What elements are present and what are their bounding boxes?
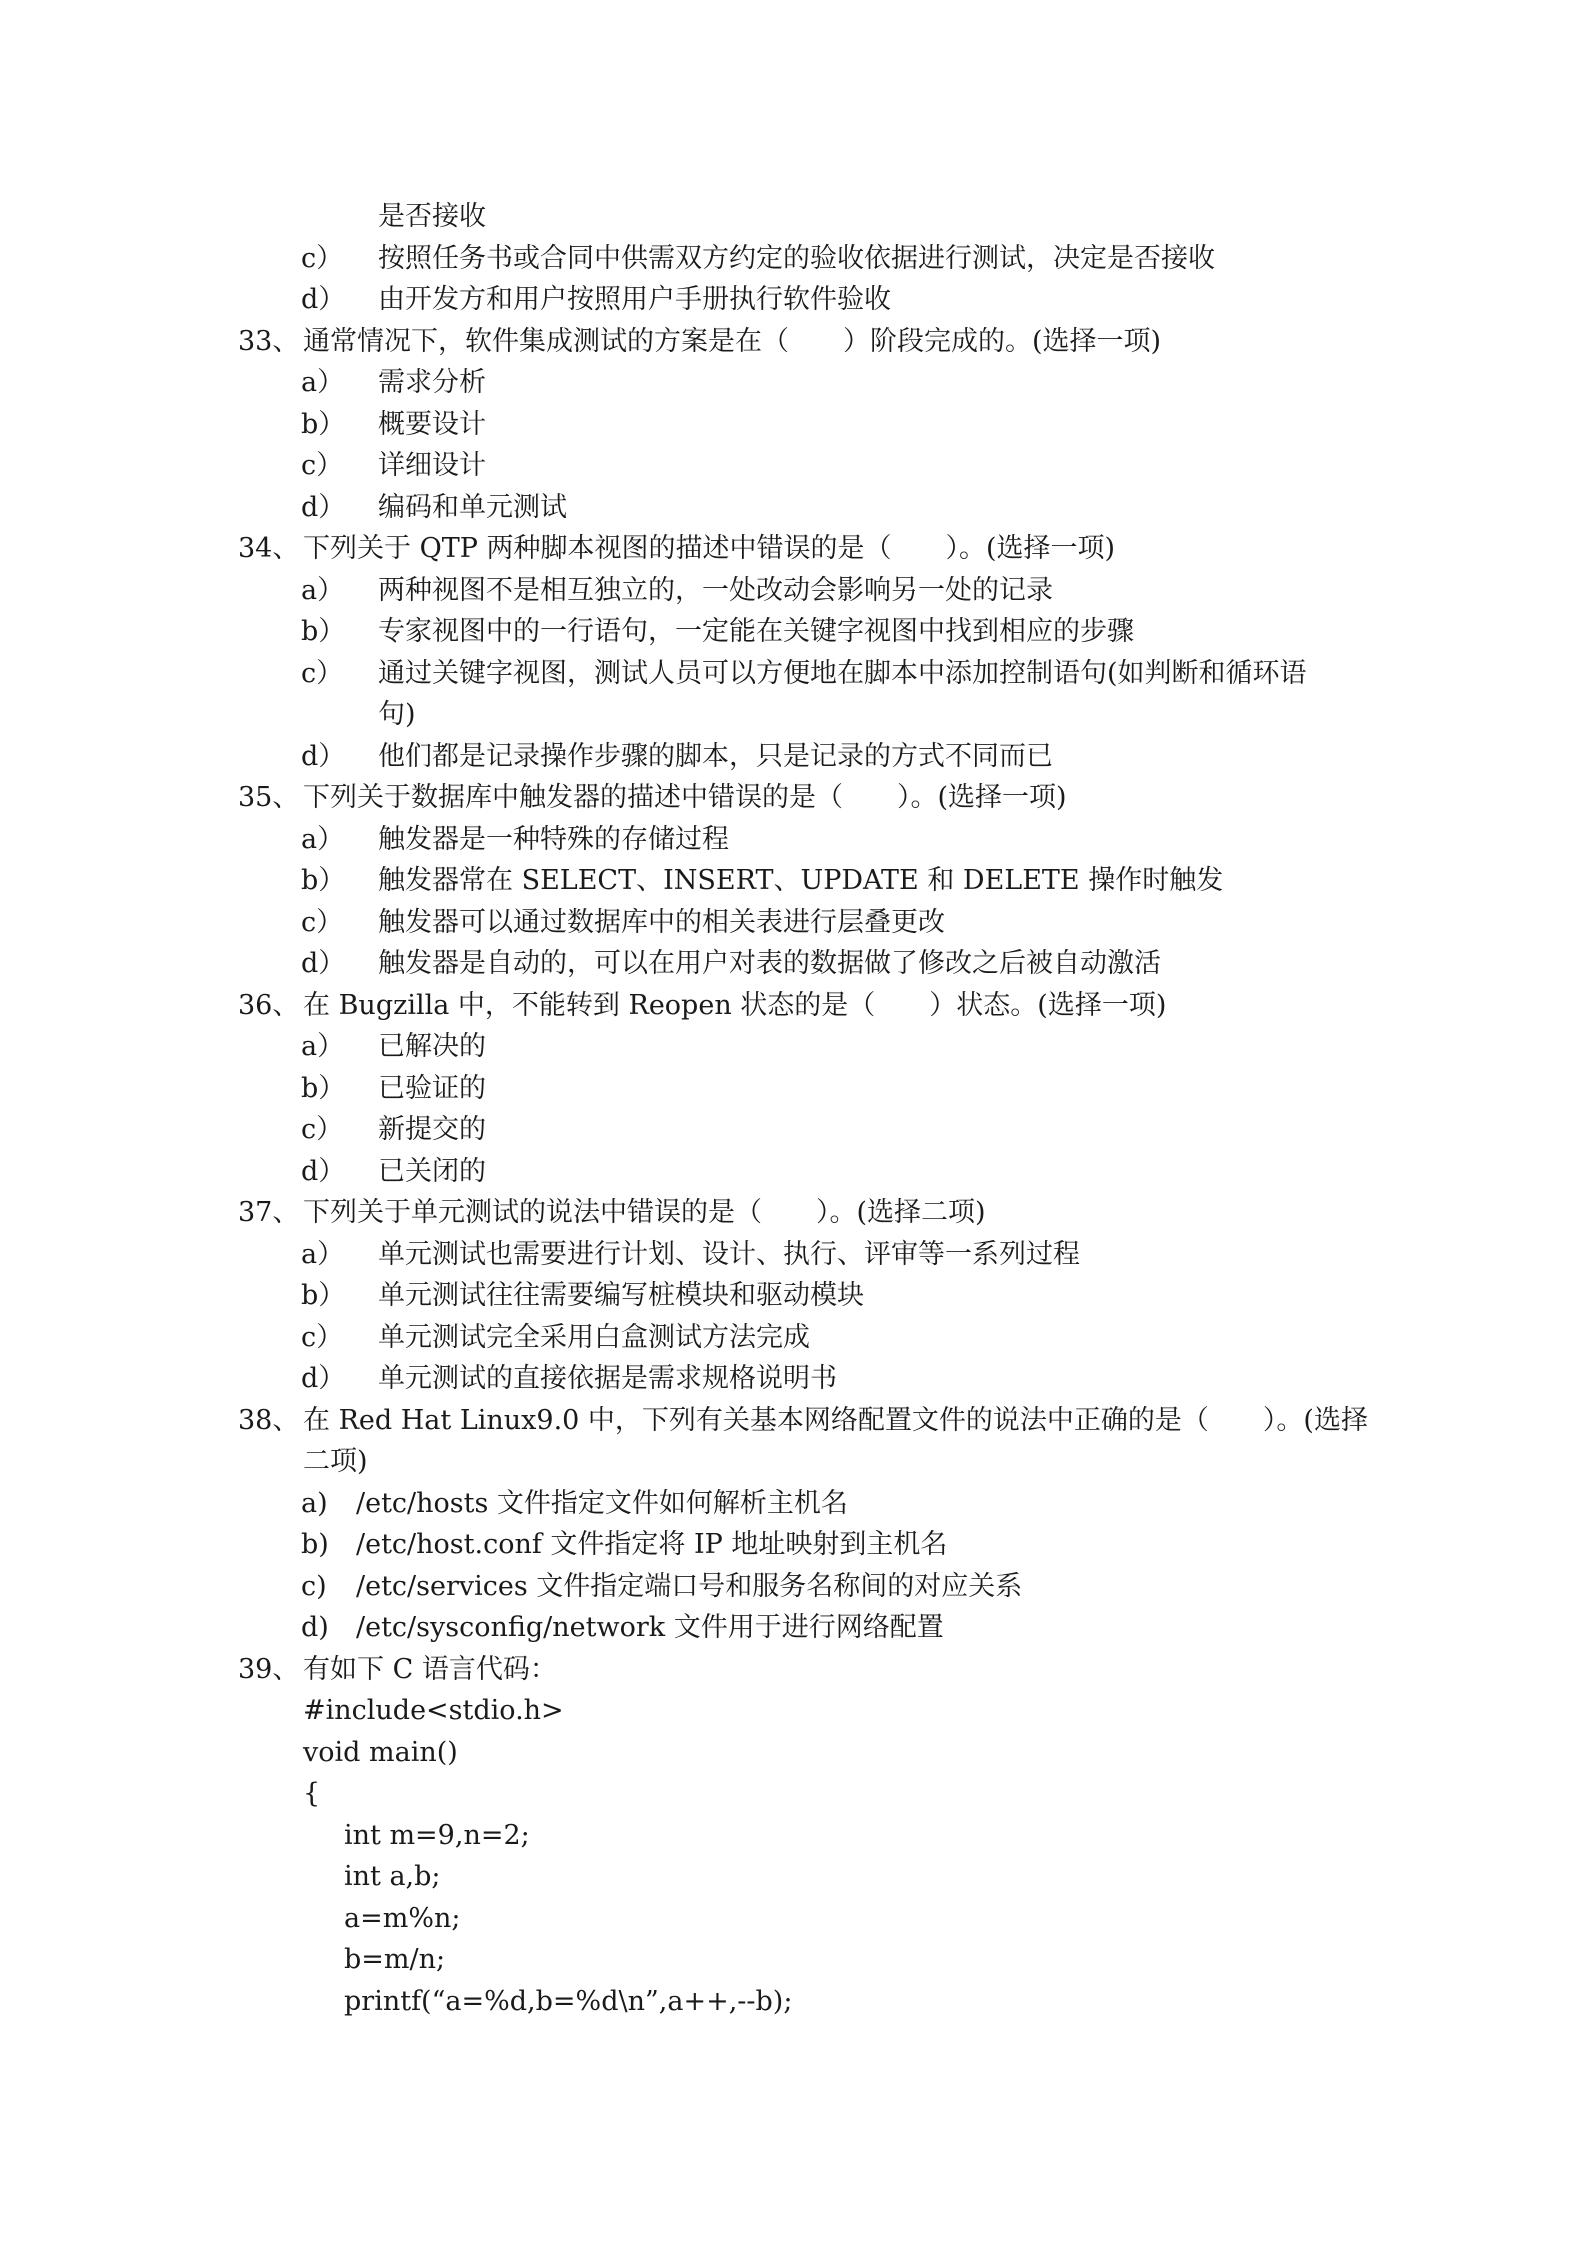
option-line [238, 1151, 1358, 1193]
option-letter: d） [301, 491, 346, 523]
question-number: 38、 [238, 1404, 300, 1436]
option-line [238, 445, 1358, 487]
option-text: 专家视图中的一行语句，一定能在关键字视图中找到相应的步骤 [378, 616, 1134, 647]
option-line [238, 404, 1358, 446]
code-line-indented: int m=9,n=2; [344, 1819, 530, 1851]
question-line [238, 985, 1358, 1027]
question-line [238, 1649, 1358, 1691]
option-continuation: 是否接收 [378, 201, 486, 232]
question-text: 在 Bugzilla 中，不能转到 Reopen 状态的是（ ）状态。(选择一项) [303, 989, 1167, 1021]
option-letter: a) [301, 1487, 328, 1519]
option-line [238, 238, 1358, 280]
option-text: /etc/sysconfig/network 文件用于进行网络配置 [356, 1612, 944, 1643]
option-letter: b） [301, 1072, 346, 1104]
option-letter: a） [301, 823, 345, 855]
option-text: 已解决的 [378, 1031, 486, 1062]
option-letter: b) [301, 1529, 329, 1560]
option-line [238, 1026, 1358, 1068]
question-text: 通常情况下，软件集成测试的方案是在（ ）阶段完成的。(选择一项) [303, 325, 1162, 357]
option-line [238, 860, 1358, 902]
question-text: 下列关于数据库中触发器的描述中错误的是（ ）。(选择一项) [303, 782, 1067, 813]
option-letter: a） [301, 574, 345, 606]
option-text: 已关闭的 [378, 1155, 486, 1187]
option-letter: c） [301, 242, 344, 274]
question-text: 下列关于 QTP 两种脚本视图的描述中错误的是（ ）。(选择一项) [303, 533, 1116, 564]
question-text: 下列关于单元测试的说法中错误的是（ ）。(选择二项) [303, 1197, 986, 1228]
option-letter: d） [301, 740, 346, 772]
option-letter: d） [301, 1155, 346, 1187]
option-line [238, 1483, 1358, 1525]
option-letter: c） [301, 657, 344, 689]
option-text: 概要设计 [378, 408, 486, 440]
option-letter: b） [301, 408, 346, 440]
code-line-indented: b=m/n; [344, 1944, 446, 1975]
option-line [238, 1275, 1358, 1317]
question-number: 34、 [238, 533, 300, 564]
document-body [238, 196, 1368, 2022]
option-line [238, 279, 1358, 321]
option-text: /etc/hosts 文件指定文件如何解析主机名 [356, 1487, 848, 1519]
option-text: 由开发方和用户按照用户手册执行软件验收 [378, 284, 891, 315]
option-line [238, 1566, 1358, 1608]
question-line [238, 777, 1358, 819]
question-text: 有如下 C 语言代码： [303, 1653, 557, 1685]
option-line [238, 1068, 1358, 1110]
option-letter: b） [301, 616, 346, 647]
question-line [238, 528, 1358, 570]
option-letter: c） [301, 906, 344, 938]
question-line [238, 321, 1358, 363]
option-text: 触发器可以通过数据库中的相关表进行层叠更改 [378, 906, 945, 938]
code-line-indented: printf(“a=%d,b=%d\n”,a++,--b); [344, 1985, 793, 2017]
option-letter: b） [301, 1280, 346, 1311]
option-letter: a） [301, 1238, 345, 1270]
code-line-indented: int a,b; [344, 1861, 441, 1892]
option-line [238, 1524, 1358, 1566]
option-line [238, 819, 1358, 861]
option-line [238, 1358, 1358, 1400]
option-line [238, 362, 1358, 404]
option-text: 已验证的 [378, 1072, 486, 1104]
option-text: 按照任务书或合同中供需双方约定的验收依据进行测试，决定是否接收 [378, 242, 1215, 274]
option-letter: c） [301, 1321, 344, 1353]
option-line [238, 902, 1358, 944]
question-line [238, 1192, 1358, 1234]
option-letter: d） [301, 948, 346, 979]
option-letter: c) [301, 1570, 327, 1602]
option-line [238, 1317, 1358, 1359]
option-line [238, 943, 1358, 985]
option-text: 单元测试往往需要编写桩模块和驱动模块 [378, 1280, 864, 1311]
code-line: { [303, 1778, 321, 1809]
option-text: 单元测试的直接依据是需求规格说明书 [378, 1363, 837, 1394]
option-letter: d) [301, 1612, 329, 1643]
option-text: 触发器是自动的，可以在用户对表的数据做了修改之后被自动激活 [378, 948, 1161, 979]
code-line: #include<stdio.h> [303, 1695, 564, 1726]
option-text: /etc/host.conf 文件指定将 IP 地址映射到主机名 [356, 1529, 948, 1560]
option-line [238, 611, 1358, 653]
question-text: 在 Red Hat Linux9.0 中，下列有关基本网络配置文件的说法中正确的是（ ）。(选择 [303, 1404, 1368, 1436]
option-text: 单元测试也需要进行计划、设计、执行、评审等一系列过程 [378, 1238, 1080, 1270]
question-number: 35、 [238, 782, 300, 813]
option-line [238, 1109, 1358, 1151]
question-number: 39、 [238, 1653, 300, 1685]
option-line [238, 736, 1358, 778]
option-letter: c） [301, 1114, 344, 1145]
question-number: 33、 [238, 325, 300, 357]
question-line [238, 1400, 1368, 1442]
option-text: 两种视图不是相互独立的，一处改动会影响另一处的记录 [378, 574, 1053, 606]
option-line [238, 1234, 1358, 1276]
question-continuation: 二项) [303, 1446, 368, 1477]
code-line-indented: a=m%n; [344, 1902, 461, 1934]
option-text: 触发器常在 SELECT、INSERT、UPDATE 和 DELETE 操作时触发 [378, 865, 1224, 896]
option-continuation: 句) [378, 699, 416, 730]
question-number: 37、 [238, 1197, 300, 1228]
question-number: 36、 [238, 989, 300, 1021]
option-letter: c） [301, 450, 344, 481]
option-text: 单元测试完全采用白盒测试方法完成 [378, 1321, 810, 1353]
code-line: void main() [303, 1736, 458, 1768]
option-text: /etc/services 文件指定端口号和服务名称间的对应关系 [356, 1570, 1023, 1602]
option-letter: d） [301, 284, 346, 315]
option-text: 新提交的 [378, 1114, 486, 1145]
option-text: 通过关键字视图，测试人员可以方便地在脚本中添加控制语句(如判断和循环语 [378, 657, 1307, 689]
option-letter: d） [301, 1363, 346, 1394]
option-text: 需求分析 [378, 367, 486, 398]
option-line [238, 487, 1358, 529]
option-letter: a） [301, 367, 345, 398]
option-text: 触发器是一种特殊的存储过程 [378, 823, 729, 855]
option-text: 详细设计 [378, 450, 486, 481]
option-text: 他们都是记录操作步骤的脚本，只是记录的方式不同而已 [378, 740, 1053, 772]
option-text: 编码和单元测试 [378, 491, 567, 523]
option-line [238, 570, 1358, 612]
option-line [238, 1607, 1358, 1649]
option-line [238, 653, 1358, 695]
option-letter: b） [301, 865, 346, 896]
option-letter: a） [301, 1031, 345, 1062]
